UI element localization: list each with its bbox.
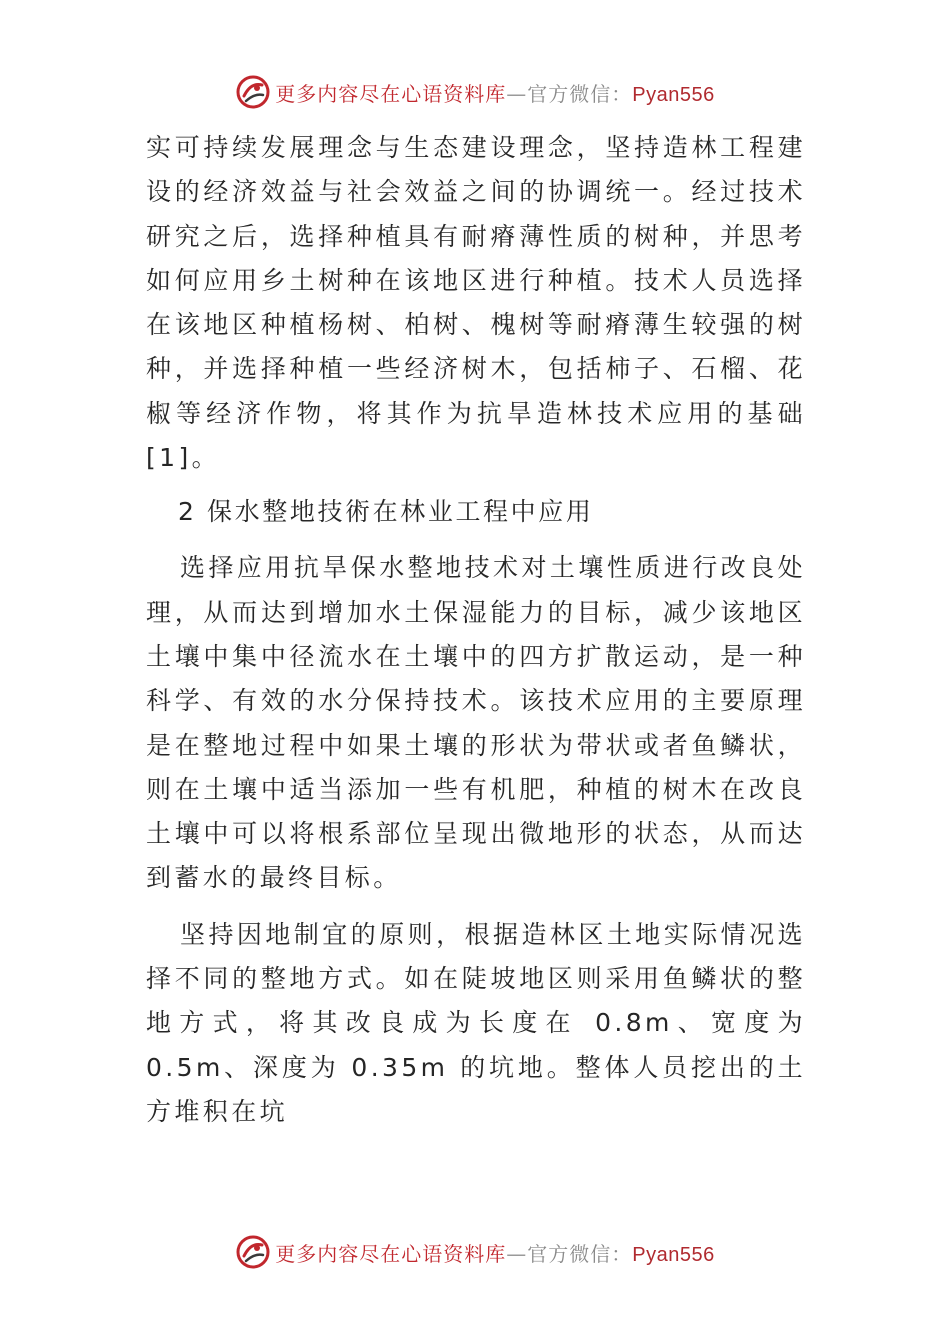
header-account: Pyan556: [632, 83, 715, 106]
brand-logo-icon: [235, 1234, 271, 1270]
footer-dash: —: [506, 1241, 528, 1266]
document-body: [146, 126, 806, 1134]
paragraph-3: 坚持因地制宜的原则，根据造林区土地实际情况选择不同的整地方式。如在陡坡地区则采用鱼鳞状的整地方式，将其改良成为长度在 0.8m、宽度为 0.5m、深度为 0.35m 的坑地。整体人员挖出的土方堆积在坑: [146, 919, 806, 1126]
footer-brand: 更多内容尽在心语资料库: [275, 1241, 507, 1266]
footer-banner: [0, 1230, 950, 1274]
header-banner-text: [275, 78, 714, 107]
footer-banner-text: [275, 1238, 714, 1267]
header-brand: 更多内容尽在心语资料库: [275, 81, 507, 106]
header-banner: [0, 70, 950, 114]
header-channel: 官方微信：: [527, 81, 633, 106]
footer-account: Pyan556: [632, 1243, 715, 1266]
paragraph-1: 实可持续发展理念与生态建设理念，坚持造林工程建设的经济效益与社会效益之间的协调统一。经过技术研究之后，选择种植具有耐瘠薄性质的树种，并思考如何应用乡土树种在该地区进行种植。技术人员选择在该地区种植杨树、柏树、槐树等耐瘠薄生较强的树种，并选择种植一些经济树木，包括柿子、石榴、花椒等经济作物，将其作为抗旱造林技术应用的基础[1]。: [146, 133, 806, 473]
footer-channel: 官方微信：: [527, 1241, 633, 1266]
header-dash: —: [506, 81, 528, 106]
section-heading-2: 2 保水整地技術在林业工程中应用: [178, 497, 594, 527]
paragraph-2: 选择应用抗旱保水整地技术对土壤性质进行改良处理，从而达到增加水土保湿能力的目标，减少该地区土壤中集中径流水在土壤中的四方扩散运动，是一种科学、有效的水分保持技术。该技术应用的主要原理是在整地过程中如果土壤的形状为带状或者鱼鳞状，则在土壤中适当添加一些有机肥，种植的树木在改良土壤中可以将根系部位呈现出微地形的状态，从而达到蓄水的最终目标。: [146, 553, 806, 893]
brand-logo-icon: [235, 74, 271, 110]
